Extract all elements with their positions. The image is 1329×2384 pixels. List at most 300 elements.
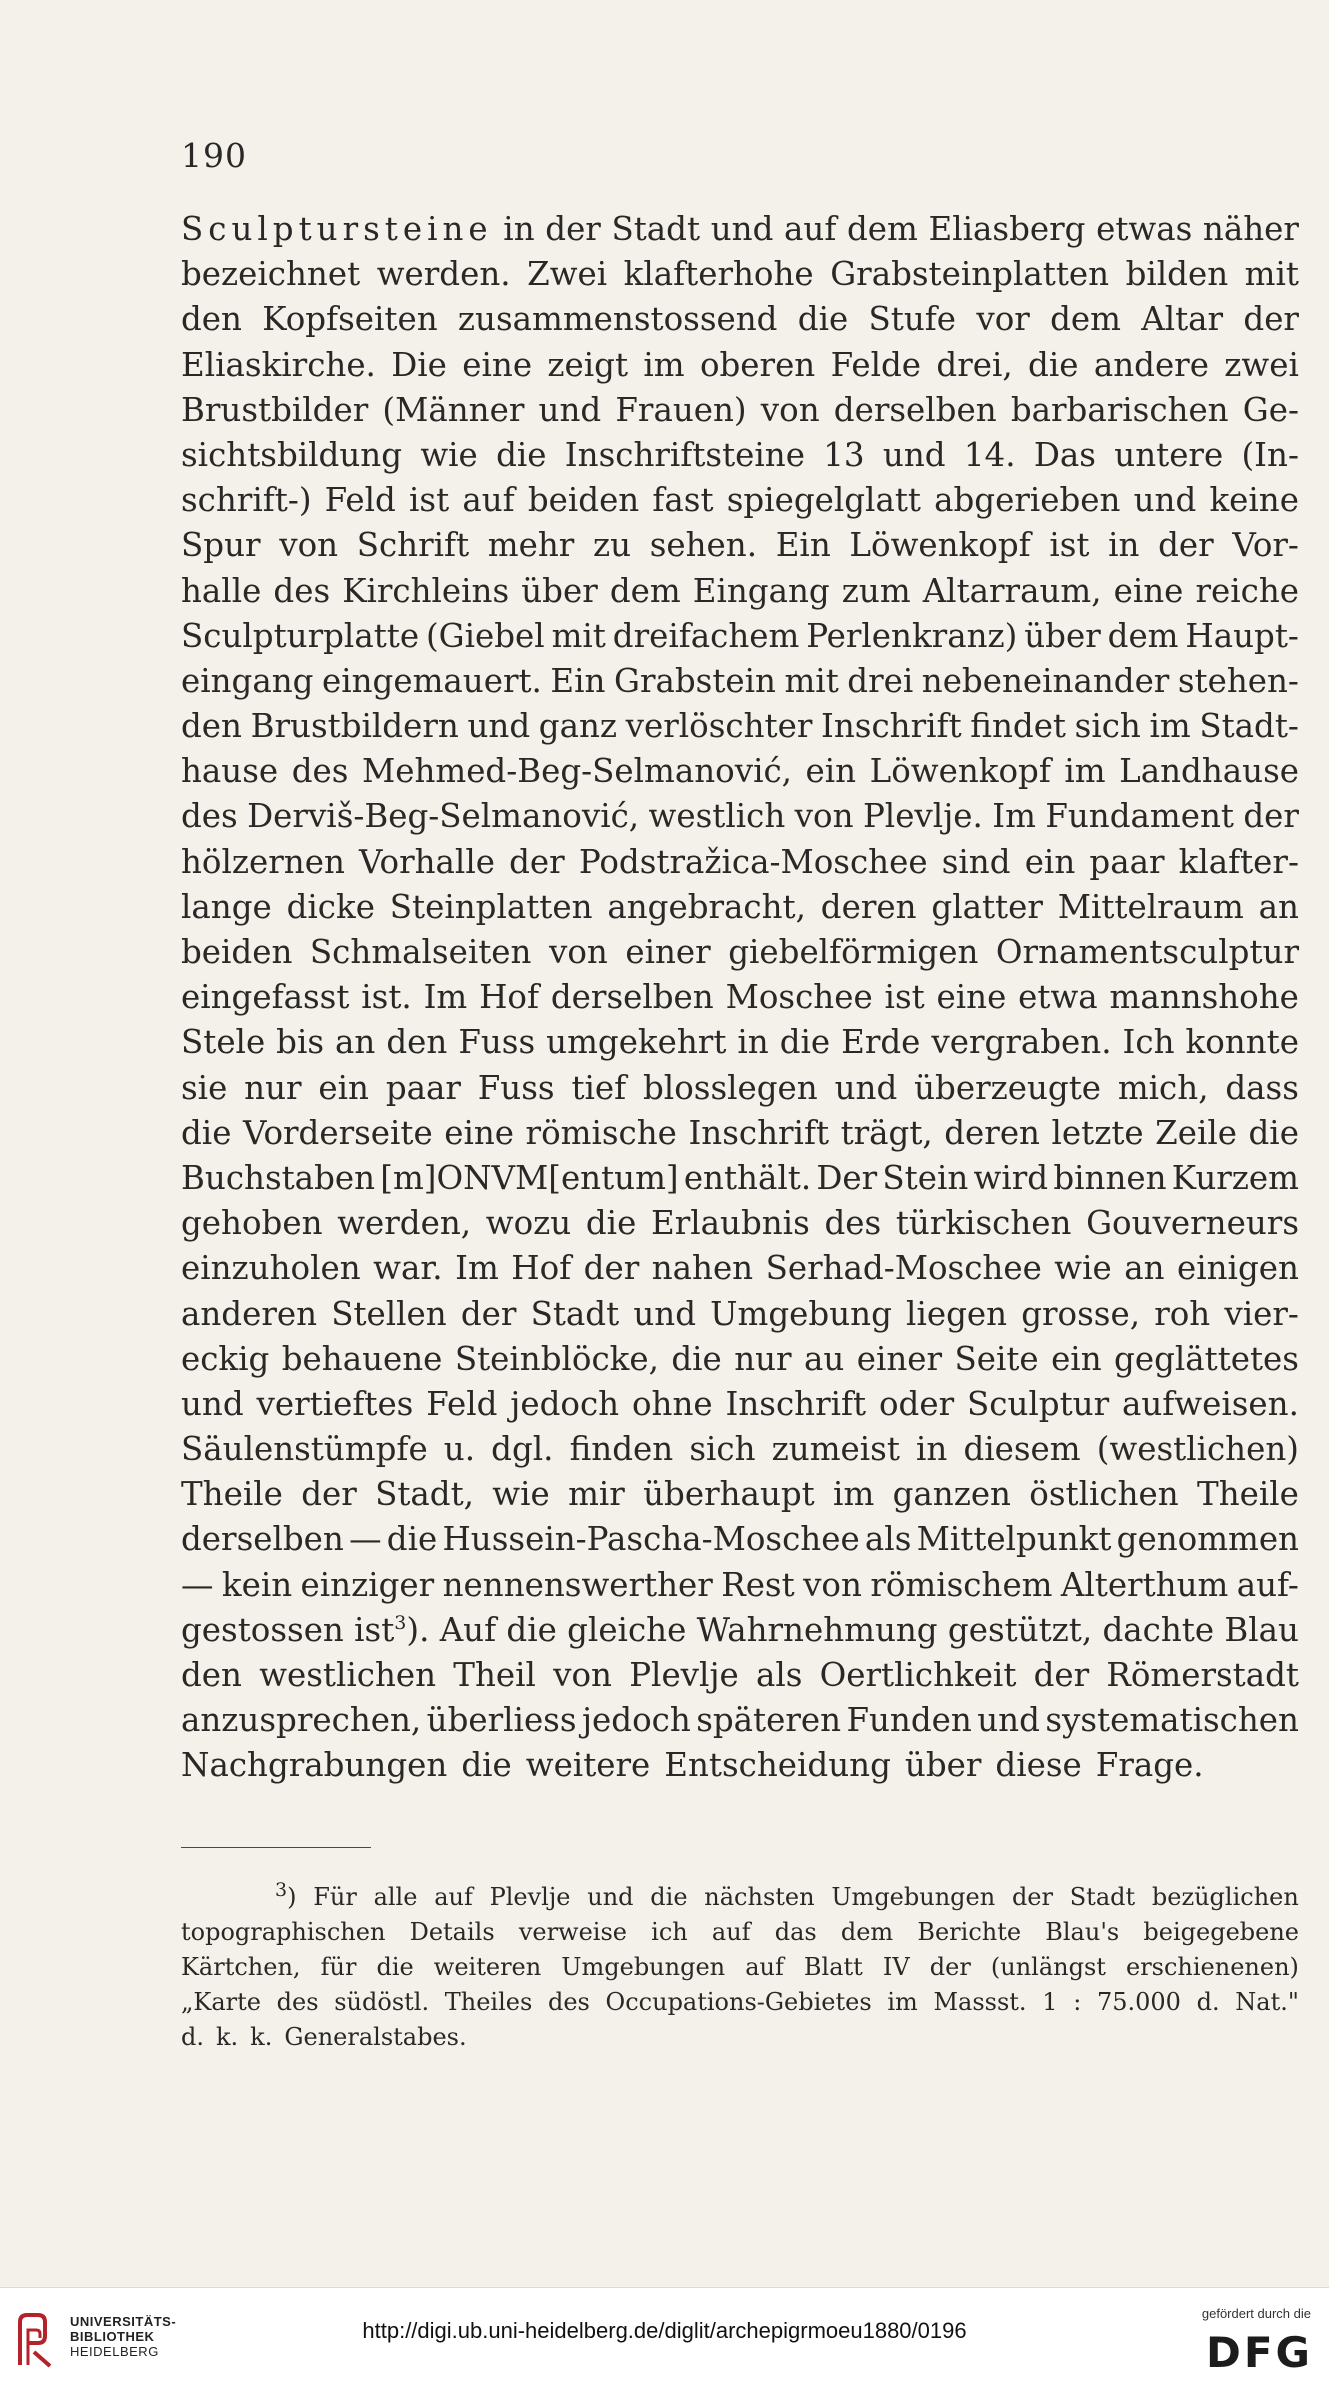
word: verweise <box>518 1918 627 1946</box>
word: drei, <box>936 345 1013 384</box>
word: nur <box>734 1339 792 1378</box>
word: 75.000 <box>1096 1988 1181 2016</box>
word: den <box>181 707 242 746</box>
text-line <box>181 252 1299 297</box>
word: gleiche <box>567 1610 687 1649</box>
word: bilden <box>1125 255 1229 294</box>
word: eingang <box>181 661 314 700</box>
word: drei <box>847 661 914 700</box>
word: vertieftes <box>256 1384 414 1423</box>
word: (westlichen) <box>1096 1430 1299 1469</box>
word: Eingang <box>692 571 830 610</box>
word: das <box>774 1918 817 1946</box>
word: an <box>1258 887 1299 926</box>
body-text <box>181 207 1299 1789</box>
word: mich, <box>1117 1068 1209 1107</box>
word: die <box>461 1746 512 1785</box>
word: hölzernen <box>181 842 345 881</box>
footnote-line <box>181 1915 1299 1950</box>
word: ist. <box>361 978 412 1017</box>
word: Podstražica-Moschee <box>578 842 928 881</box>
word: Zeile <box>1155 1113 1237 1152</box>
word: Spur <box>181 526 261 565</box>
word: und <box>587 1883 634 1911</box>
word: oberen <box>699 345 816 384</box>
word: in <box>1108 526 1140 565</box>
word: — <box>181 1565 214 1604</box>
word: liegen <box>906 1294 1008 1333</box>
word: und <box>1133 481 1197 520</box>
word: bis <box>276 1023 325 1062</box>
word: findet <box>970 707 1066 746</box>
text-line <box>181 1608 1299 1653</box>
footnote-ref[interactable]: 3 <box>394 1611 407 1634</box>
text-line <box>181 614 1299 659</box>
word: ist$^3$). <box>354 1610 430 1649</box>
word: des <box>824 1204 882 1243</box>
word: keine <box>1209 481 1299 520</box>
word: ein <box>1051 1339 1102 1378</box>
word: südöstl. <box>334 1988 430 2016</box>
text-line <box>181 297 1299 342</box>
word: weiteren <box>433 1953 542 1981</box>
word: Buchstaben <box>181 1158 376 1197</box>
word: gestützt, <box>947 1610 1093 1649</box>
word: Der <box>816 1158 878 1197</box>
footnote-line <box>181 1880 1299 1915</box>
word: wird <box>973 1158 1049 1197</box>
word: Mehmed-Beg-Selmanović, <box>361 752 792 791</box>
word: ein <box>318 1068 369 1107</box>
word: Stadt- <box>1199 707 1299 746</box>
dfg-logo-icon[interactable]: DFG <box>1205 2328 1313 2377</box>
word: angebracht, <box>607 887 806 926</box>
word: ganz <box>538 707 618 746</box>
word: Stein <box>882 1158 969 1197</box>
text-line <box>181 1246 1299 1291</box>
word: eine <box>1113 571 1184 610</box>
word: Inschriftsteine <box>564 435 805 474</box>
word: eine <box>444 1113 515 1152</box>
word: (In- <box>1241 435 1299 474</box>
word: vergraben. <box>931 1023 1112 1062</box>
word: im <box>887 1988 918 2016</box>
word: Kirchleins <box>342 571 510 610</box>
word: eine <box>936 978 1007 1017</box>
word: die <box>376 1953 414 1981</box>
word: einziger <box>300 1565 435 1604</box>
word: finden <box>569 1430 674 1469</box>
word: des <box>181 797 238 836</box>
word: Rest <box>721 1565 795 1604</box>
word: im <box>1149 707 1191 746</box>
word: Fuss <box>477 1068 555 1107</box>
word: Umgebungen <box>561 1953 726 1981</box>
word: Wahrnehmung <box>696 1610 938 1649</box>
institution-line-2: BIBLIOTHEK <box>70 2329 155 2344</box>
word: Säulenstümpfe <box>181 1430 428 1469</box>
word: türkischen <box>895 1204 1072 1243</box>
word: die <box>779 1023 831 1062</box>
text-line <box>181 569 1299 614</box>
word: letzte <box>1051 1113 1144 1152</box>
word: ist <box>409 481 450 520</box>
word: Sculpturplatte <box>181 616 420 655</box>
word: den <box>386 1023 448 1062</box>
word: halle <box>181 571 262 610</box>
word: (Giebel <box>425 616 545 655</box>
word: andere <box>1093 345 1209 384</box>
word: au <box>804 1339 845 1378</box>
word: auf <box>434 1883 473 1911</box>
word: Stufe <box>868 300 957 339</box>
word: Moschee <box>725 978 873 1017</box>
word: Stellen <box>331 1294 447 1333</box>
text-line <box>181 1066 1299 1111</box>
word: mir <box>568 1475 625 1514</box>
word: ein <box>805 752 857 791</box>
word: (Männer <box>382 390 525 429</box>
text-line <box>181 1517 1299 1562</box>
word: lange <box>181 887 272 926</box>
word: Auf <box>439 1610 497 1649</box>
word: „Karte <box>181 1988 261 2016</box>
word: umgekehrt <box>546 1023 727 1062</box>
word: dicke <box>286 887 375 926</box>
footnote-line <box>181 1950 1299 1985</box>
word: Inschrift <box>821 707 962 746</box>
word: römische <box>525 1113 677 1152</box>
word: ganzen <box>892 1475 1011 1514</box>
word: des <box>291 752 349 791</box>
text-line <box>181 343 1299 388</box>
text-line <box>181 478 1299 523</box>
footer-bar <box>0 2287 1329 2384</box>
word: vier- <box>1224 1294 1299 1333</box>
footnote <box>181 1880 1299 2055</box>
word: Stele <box>181 1023 266 1062</box>
word: Fundament <box>1045 797 1234 836</box>
word: Mittelpunkt <box>916 1520 1112 1559</box>
word: mit <box>551 616 606 655</box>
word: der <box>509 842 565 881</box>
word: in <box>916 1430 948 1469</box>
word: gestossen <box>181 1610 344 1649</box>
word: Entscheidung <box>664 1746 891 1785</box>
word: mit <box>784 661 839 700</box>
word: Frauen) <box>615 390 747 429</box>
word: nahen <box>651 1249 754 1288</box>
word: Die <box>391 345 447 384</box>
word: Stadt <box>1069 1883 1136 1911</box>
word: Altar <box>1141 300 1224 339</box>
word: die <box>506 1610 557 1649</box>
word: Erlaubnis <box>650 1204 810 1243</box>
page-number: 190 <box>181 136 247 175</box>
word: trägt, <box>840 1113 933 1152</box>
word: grosse, <box>1021 1294 1141 1333</box>
word: Mittelraum <box>1057 887 1244 926</box>
word: dem <box>840 1918 894 1946</box>
word: topographischen <box>181 1918 386 1946</box>
word: 13 <box>823 435 865 474</box>
word: Massst. <box>933 1988 1027 2016</box>
word: Blau <box>1224 1610 1299 1649</box>
text-line <box>181 1743 1299 1788</box>
word: beigegebene <box>1143 1918 1299 1946</box>
word: klafterhohe <box>623 255 814 294</box>
word: ich <box>651 1918 688 1946</box>
word: Inschrift <box>725 1384 867 1423</box>
word: Brustbilder <box>181 390 369 429</box>
word: dass <box>1225 1068 1299 1107</box>
word: Hussein-Pascha-Moschee <box>442 1520 860 1559</box>
word: paar <box>1089 842 1165 881</box>
word: anderen <box>181 1294 318 1333</box>
word: Theiles <box>444 1988 533 2016</box>
word: schrift-) <box>181 481 312 520</box>
institution-line-1: UNIVERSITÄTS- <box>70 2314 177 2329</box>
word: in <box>737 1023 769 1062</box>
word: Felde <box>830 345 922 384</box>
word: von <box>760 390 820 429</box>
text-line <box>181 704 1299 749</box>
word: anzusprechen, <box>181 1701 422 1740</box>
word: alle <box>373 1883 418 1911</box>
word: beiden <box>527 481 640 520</box>
word: Alterthum <box>1060 1565 1229 1604</box>
word: beiden <box>181 933 293 971</box>
word: Für <box>313 1883 357 1911</box>
word: geglättetes <box>1114 1339 1299 1378</box>
word: war. <box>373 1249 443 1288</box>
word: Nachgrabungen <box>181 1746 448 1785</box>
word: von <box>279 526 339 565</box>
word: behauene <box>281 1339 443 1378</box>
word: eckig <box>181 1339 270 1378</box>
word: sie <box>181 1068 228 1107</box>
word: mehr <box>487 526 575 565</box>
word: spiegelglatt <box>726 481 921 520</box>
text-line <box>181 794 1299 839</box>
word: und <box>977 1701 1040 1740</box>
text-line <box>181 1472 1299 1517</box>
word: im <box>1064 752 1106 791</box>
word: Oertlichkeit <box>819 1656 1017 1694</box>
text-line <box>181 523 1299 568</box>
text-line <box>181 1020 1299 1065</box>
word: und <box>633 1294 697 1333</box>
word: Schmalseiten <box>309 933 532 971</box>
word: Nat." <box>1235 1988 1299 2016</box>
word: Ornamentsculptur <box>995 933 1299 971</box>
word: $^3$) <box>275 1879 297 1911</box>
permalink-url[interactable]: http://digi.ub.uni-heidelberg.de/diglit/archepigrmoeu1880/0196 <box>362 2318 967 2343</box>
word: Erde <box>841 1023 921 1062</box>
word: Löwenkopf <box>869 752 1051 791</box>
word: zumeist <box>771 1430 900 1469</box>
text-line <box>181 1653 1299 1698</box>
word: sind <box>941 842 1011 881</box>
text-line <box>181 1337 1299 1382</box>
word: Sculptur <box>966 1384 1110 1423</box>
word: von <box>794 797 854 836</box>
text-line <box>181 1201 1299 1246</box>
word: Generalstabes. <box>284 2023 467 2051</box>
word: — <box>349 1520 382 1559</box>
word: systematischen <box>1045 1701 1299 1740</box>
word: Funden <box>846 1701 972 1740</box>
word: zeigt <box>547 345 629 384</box>
word: vor <box>976 300 1030 339</box>
text-line <box>181 659 1299 704</box>
word: derselben <box>833 390 997 429</box>
footnote-divider <box>181 1847 371 1848</box>
word: Haupt- <box>1185 616 1299 655</box>
word: sehen. <box>649 526 758 565</box>
word: IV <box>882 1953 910 1981</box>
word: Grabsteinplatten <box>830 255 1110 294</box>
word: der <box>1158 526 1214 565</box>
word: zwei <box>1224 345 1299 384</box>
word: dreifachem <box>612 616 800 655</box>
word: Vor- <box>1232 526 1299 565</box>
word: Berichte <box>917 1918 1022 1946</box>
word: wie <box>420 435 478 474</box>
word: gehoben <box>181 1204 323 1243</box>
word: Theil <box>453 1656 536 1694</box>
word: in <box>503 210 535 248</box>
word: Serhad-Moschee <box>765 1249 1042 1288</box>
word: an <box>1124 1249 1165 1288</box>
word: die <box>1028 345 1079 384</box>
word: klafter- <box>1178 842 1299 881</box>
word: und <box>710 210 774 248</box>
word: Stadt <box>530 1294 620 1333</box>
word: Umgebungen <box>831 1883 996 1911</box>
word: abgerieben <box>934 481 1121 520</box>
footnote-marker: 3 <box>275 1879 288 1901</box>
word: des <box>276 1988 319 2016</box>
word: die <box>671 1339 722 1378</box>
word: Gouverneurs <box>1086 1204 1299 1243</box>
word: von <box>548 933 608 971</box>
word: untere <box>1114 435 1224 474</box>
word: Eliaskirche. <box>181 345 376 384</box>
word: Frage. <box>1095 1746 1204 1785</box>
word: barbarischen <box>1010 390 1229 429</box>
text-line <box>181 1382 1299 1427</box>
word: roh <box>1154 1294 1211 1333</box>
word: Altarraum, <box>922 571 1102 610</box>
word: mannshohe <box>1109 978 1299 1017</box>
word: glatter <box>931 887 1043 926</box>
text-line <box>181 1292 1299 1337</box>
word: und <box>467 707 531 746</box>
word: auf <box>784 210 837 248</box>
word: u. <box>443 1430 476 1469</box>
word: Im <box>423 978 468 1017</box>
word: Kärtchen, <box>181 1953 301 1981</box>
word: Ein <box>550 661 606 700</box>
word: erschienenen) <box>1125 1953 1299 1981</box>
word: Occupations-Gebietes <box>605 1988 872 2016</box>
text-line <box>181 1156 1299 1201</box>
word: auf <box>711 1918 751 1946</box>
word: der <box>929 1953 971 1981</box>
word: überliess <box>426 1701 577 1740</box>
word: Löwenkopf <box>849 526 1031 565</box>
word: des <box>273 571 331 610</box>
word: der <box>1243 797 1299 836</box>
word: den <box>181 1656 242 1694</box>
word: zusammenstossend <box>457 300 778 339</box>
word: Grabstein <box>613 661 776 700</box>
word: deren <box>944 1113 1040 1152</box>
word: paar <box>385 1068 461 1107</box>
word: Plevlje. <box>862 797 983 836</box>
word: für <box>320 1953 357 1981</box>
word: der <box>583 1249 640 1288</box>
word: der <box>301 1475 357 1514</box>
word: die <box>1248 1113 1299 1152</box>
word: dachte <box>1102 1610 1215 1649</box>
word: römischem <box>870 1565 1053 1604</box>
word: Sculptursteine <box>181 210 493 248</box>
word: 14. <box>963 435 1016 474</box>
word: die <box>386 1520 438 1559</box>
word: der <box>1243 300 1299 339</box>
word: über <box>904 1746 982 1785</box>
institution-line-3: HEIDELBERG <box>70 2344 159 2359</box>
word: der <box>1033 1656 1090 1694</box>
word: bezeichnet <box>181 255 361 294</box>
word: dem <box>847 210 918 248</box>
word: dem <box>609 571 681 610</box>
word: Perlenkranz) <box>806 616 1018 655</box>
word: einer <box>856 1339 943 1378</box>
text-line <box>181 1111 1299 1156</box>
text-line <box>181 885 1299 930</box>
word: als <box>864 1520 912 1559</box>
word: der <box>545 210 601 248</box>
word: konnte <box>1185 1023 1299 1062</box>
word: die <box>585 1204 637 1243</box>
word: Schrift <box>356 526 470 565</box>
word: nebeneinander <box>921 661 1170 700</box>
word: Umgebung <box>710 1294 892 1333</box>
word: Inschrift <box>688 1113 830 1152</box>
word: wie <box>1054 1249 1112 1288</box>
word: westlichen <box>259 1656 437 1694</box>
word: : <box>1073 1988 1082 2016</box>
word: Stadt, <box>375 1475 474 1514</box>
word: Blau's <box>1045 1918 1120 1946</box>
word: zum <box>841 571 911 610</box>
word: Ich <box>1122 1023 1175 1062</box>
word: späteren <box>696 1701 842 1740</box>
word: deren <box>820 887 917 926</box>
word: einzuholen <box>181 1249 361 1288</box>
word: Ein <box>775 526 831 565</box>
word: Hof <box>479 978 540 1017</box>
word: nennenswerther <box>442 1565 713 1604</box>
word: jedoch <box>581 1701 691 1740</box>
word: die <box>797 300 849 339</box>
word: im <box>833 1475 875 1514</box>
word: Theile <box>181 1475 283 1514</box>
word: der <box>460 1294 517 1333</box>
